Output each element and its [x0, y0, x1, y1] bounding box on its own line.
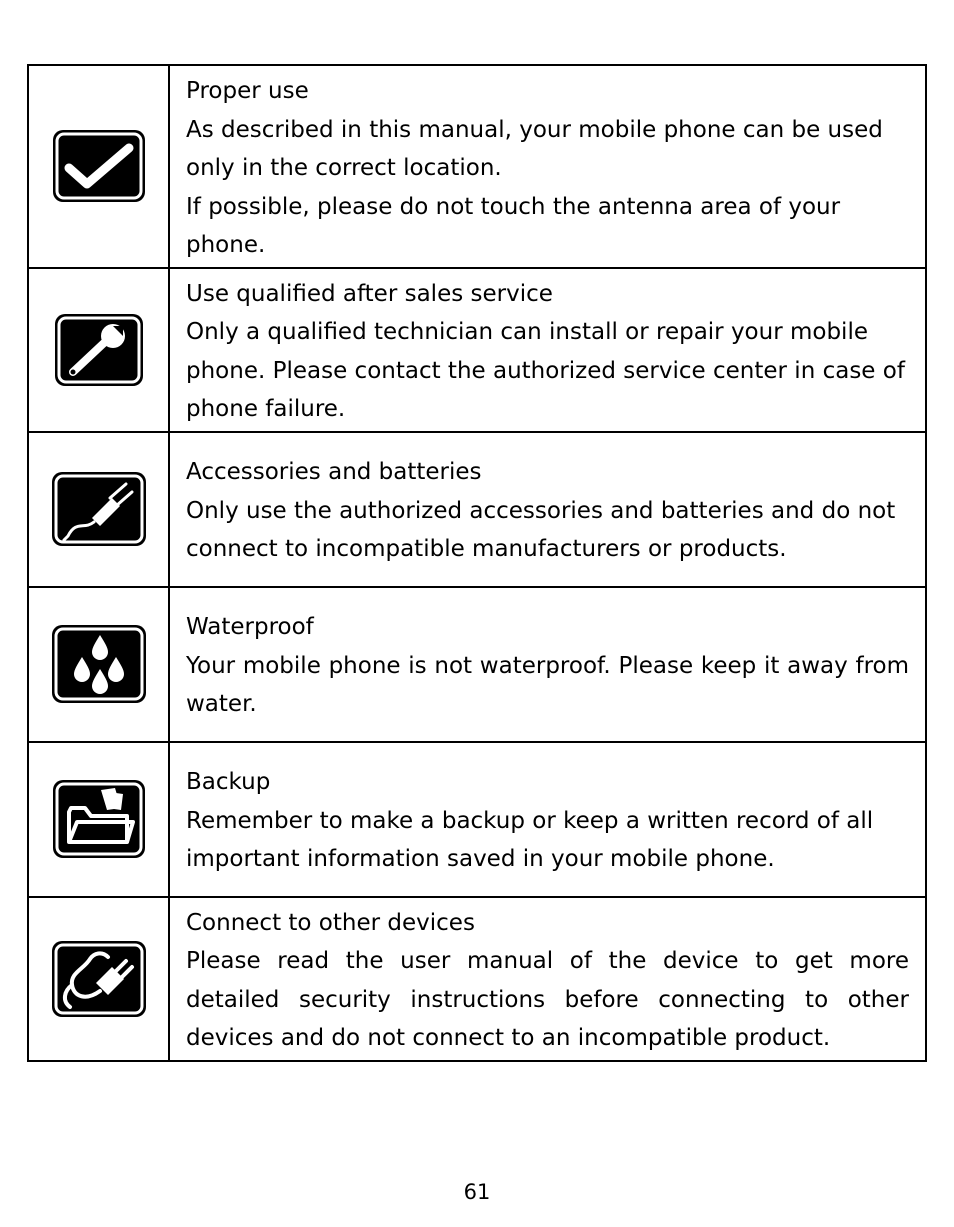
text-cell [169, 897, 926, 1061]
icon-cell [28, 897, 169, 1061]
row-body: As described in this manual, your mobile phone can be used only in the correct location. [186, 116, 883, 181]
icon-cell [28, 65, 169, 268]
text-cell [169, 432, 926, 587]
table-row [28, 742, 926, 897]
folder-backup-icon [51, 778, 147, 860]
wrench-icon [53, 312, 145, 388]
row-title: Use qualified after sales service [186, 280, 553, 307]
icon-cell [28, 742, 169, 897]
row-title: Connect to other devices [186, 909, 475, 936]
table-row [28, 65, 926, 268]
text-cell [169, 268, 926, 432]
checkmark-icon [51, 128, 147, 204]
text-cell [169, 65, 926, 268]
page-number: 61 [463, 1180, 491, 1204]
power-plug-cable-icon [50, 939, 148, 1019]
icon-cell [28, 587, 169, 742]
text-cell [169, 587, 926, 742]
row-body: Your mobile phone is not waterproof. Please keep it away from water. [186, 652, 909, 718]
row-title: Accessories and batteries [186, 459, 482, 486]
row-title: Waterproof [186, 614, 314, 641]
icon-cell [28, 268, 169, 432]
row-body: Remember to make a backup or keep a written record of all important information saved in your mobile phone. [186, 807, 874, 873]
safety-table [27, 64, 927, 1062]
charger-plug-icon [50, 470, 148, 548]
table-row [28, 587, 926, 742]
row-body-2: If possible, please do not touch the antenna area of your phone. [186, 193, 841, 258]
icon-cell [28, 432, 169, 587]
row-title: Proper use [186, 78, 309, 104]
row-body: Only a qualified technician can install or repair your mobile phone. Please contact the authorized service center in case of phone failure. [186, 319, 905, 422]
table-row [28, 432, 926, 587]
row-title: Backup [186, 769, 271, 796]
text-cell [169, 742, 926, 897]
row-body: Please read the user manual of the device to get more detailed security instructions before connecting to other devices and do not connect to an incompatible product. [186, 948, 909, 1051]
table-row [28, 897, 926, 1061]
table-row [28, 268, 926, 432]
water-drops-icon [50, 623, 148, 705]
row-body: Only use the authorized accessories and batteries and do not connect to incompatible manufacturers or products. [186, 497, 896, 563]
